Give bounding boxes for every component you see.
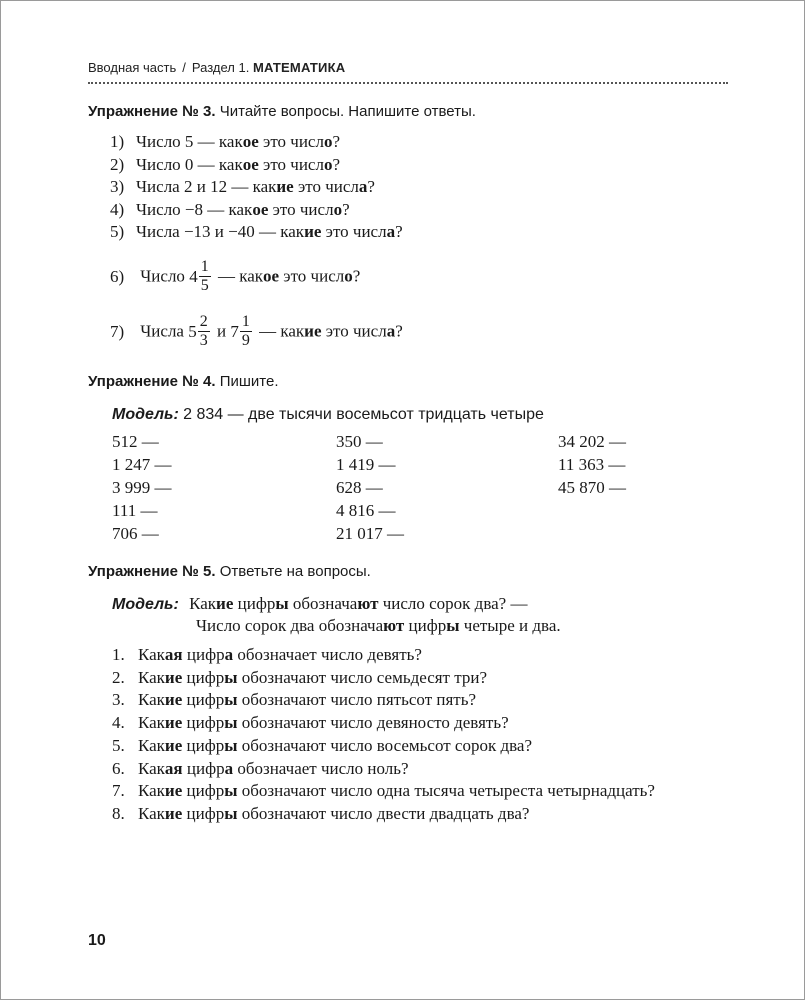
exercise-5-model-line-1 <box>112 593 527 616</box>
question-text: Какие цифры обозначают число восемьсот сорок два? <box>138 735 533 755</box>
exercise-3-label: Упражнение № 3. <box>88 103 216 120</box>
exercise-5-question <box>112 644 422 666</box>
item-number: 4) <box>110 199 125 219</box>
item-text: Числа 2 и 12 — какие это числа? <box>136 177 375 196</box>
exercise-5-question <box>112 758 409 780</box>
number-to-write: 1 247 — <box>112 455 172 474</box>
item-tail: — какое это число? <box>217 266 361 286</box>
question-number: 2. <box>112 667 125 687</box>
question-text: Какие цифры обозначают число пятьсот пять? <box>138 690 477 710</box>
question-number: 6. <box>112 758 125 778</box>
exercise-4-label: Упражнение № 4. <box>88 373 216 390</box>
question-text: Какие цифры обозначают число девяносто девять? <box>138 713 509 733</box>
mixed-number <box>189 258 214 295</box>
exercise-3-item-6 <box>110 258 360 295</box>
mixed-number-a <box>188 313 213 350</box>
number-to-write: 512 — <box>112 432 159 451</box>
question-number: 4. <box>112 713 125 733</box>
question-number: 7. <box>112 781 125 801</box>
item-number: 6) <box>110 266 125 286</box>
fraction-numerator: 1 <box>200 258 209 275</box>
mixed-whole: 7 <box>230 321 239 341</box>
item-text: Число 0 — какое это число? <box>136 154 341 174</box>
question-number: 8. <box>112 803 125 823</box>
exercise-3-item-7 <box>110 313 403 350</box>
fraction <box>240 313 252 350</box>
header-separator: / <box>182 60 186 75</box>
question-text: Какие цифры обозначают число одна тысяча четыреста четырнадцать? <box>138 781 655 801</box>
question-text: Какая цифра обозначает число ноль? <box>138 758 409 778</box>
exercise-5-question <box>112 735 532 757</box>
mixed-whole: 4 <box>189 266 198 286</box>
fraction-numerator: 2 <box>199 313 208 330</box>
running-header <box>88 60 345 75</box>
question-number: 5. <box>112 735 125 755</box>
item-text: Число −8 — какое это число? <box>136 199 350 219</box>
header-divider <box>88 82 728 84</box>
item-tail: — какие это числа? <box>259 321 403 341</box>
exercise-5-heading <box>88 563 371 580</box>
exercise-3-item <box>110 131 340 153</box>
question-number: 1. <box>112 645 125 664</box>
exercise-3-item <box>110 199 350 221</box>
exercise-5-question <box>112 689 476 711</box>
fraction <box>198 313 210 350</box>
fraction-denominator: 5 <box>200 277 209 294</box>
question-text: Какие цифры обозначают число двести двадцать два? <box>138 803 530 823</box>
header-section-title: МАТЕМАТИКА <box>252 60 346 75</box>
exercise-4-model <box>112 403 544 426</box>
item-number: 5) <box>110 222 125 241</box>
number-to-write: 1 419 — <box>336 455 396 474</box>
exercise-4-heading <box>88 373 279 390</box>
exercise-5-question <box>112 712 509 734</box>
exercise-3-heading <box>88 103 476 120</box>
mixed-whole: 5 <box>188 321 197 341</box>
exercise-3-instruction: Читайте вопросы. Напишите ответы. <box>219 103 476 120</box>
number-to-write: 706 — <box>112 524 159 543</box>
exercise-3-item <box>110 154 340 176</box>
exercise-5-question <box>112 803 529 825</box>
question-number: 3. <box>112 690 125 710</box>
model-sentence-1: Какие цифры обозначают число сорок два? — <box>189 594 528 613</box>
exercise-5-instruction: Ответьте на вопросы. <box>219 563 371 580</box>
exercise-3-item <box>110 176 375 198</box>
header-section-prefix: Раздел 1. <box>191 60 250 75</box>
model-label: Модель: <box>112 406 179 423</box>
item-text: Числа −13 и −40 — какие это числа? <box>136 222 403 241</box>
question-text: Какие цифры обозначают число семьдесят три? <box>138 667 488 687</box>
question-text: Какая цифра обозначает число девять? <box>138 645 422 664</box>
number-to-write: 111 — <box>112 501 158 520</box>
number-to-write: 350 — <box>336 432 383 451</box>
fraction-numerator: 1 <box>241 313 250 330</box>
mixed-number-b <box>230 313 255 350</box>
number-to-write: 45 870 — <box>558 478 626 497</box>
model-sentence-2: Число сорок два обозначают цифры четыре и два. <box>196 616 561 635</box>
number-to-write: 11 363 — <box>558 455 626 474</box>
conjunction: и <box>216 321 227 341</box>
number-to-write: 34 202 — <box>558 432 626 451</box>
number-to-write: 21 017 — <box>336 524 404 543</box>
item-number: 7) <box>110 321 125 341</box>
model-text: 2 834 — две тысячи восемьсот тридцать четыре <box>183 406 544 423</box>
page-number: 10 <box>88 932 106 949</box>
model-label: Модель: <box>112 596 179 613</box>
number-to-write: 3 999 — <box>112 478 172 497</box>
fraction-denominator: 9 <box>241 332 250 349</box>
number-to-write: 4 816 — <box>336 501 396 520</box>
exercise-5-model-line-2 <box>196 615 561 637</box>
item-word: Число <box>140 266 185 286</box>
fraction-denominator: 3 <box>199 332 208 349</box>
item-word: Числа <box>140 321 184 341</box>
item-number: 2) <box>110 154 125 174</box>
exercise-3-item <box>110 221 403 243</box>
exercise-4-instruction: Пишите. <box>219 373 279 390</box>
fraction <box>199 258 211 295</box>
header-part: Вводная часть <box>88 60 177 75</box>
number-to-write: 628 — <box>336 478 383 497</box>
exercise-5-question <box>112 667 487 689</box>
item-number: 1) <box>110 132 125 151</box>
exercise-5-question <box>112 780 655 802</box>
item-number: 3) <box>110 177 125 196</box>
exercise-5-label: Упражнение № 5. <box>88 563 216 580</box>
item-text: Число 5 — какое это число? <box>136 132 341 151</box>
